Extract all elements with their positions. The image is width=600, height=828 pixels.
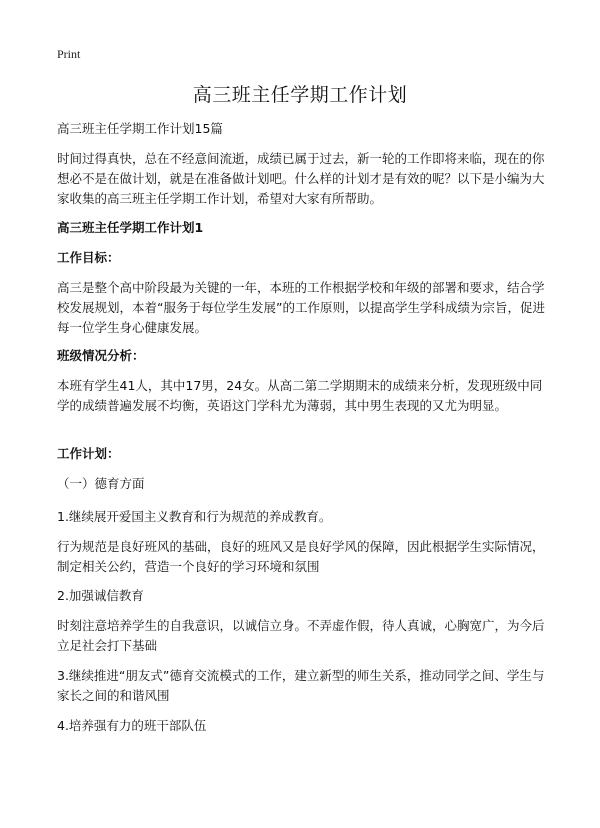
intro-paragraph: 时间过得真快，总在不经意间流逝，成绩已属于过去，新一轮的工作即将来临，现在的你想必不是在做计划，就是在准备做计划吧。什么样的计划才是有效的呢？以下是小编为大家收集的高三班主任学期工作计划，希望对大家有所帮助。	[57, 151, 545, 206]
page-title: 高三班主任学期工作计划	[192, 84, 408, 106]
plan-item-4: 4.培养强有力的班干部队伍	[57, 718, 207, 733]
plan-item-3: 3.继续推进“朋友式”德育交流模式的工作，建立新型的师生关系，推动同学之间、学生与家长之间的和谐风围	[57, 668, 545, 703]
analysis-paragraph: 本班有学生41人，其中17男，24女。从高二第二学期期末的成绩来分析，发现班级中同学的成绩普遍发展不均衡，英语这门学科尤为薄弱，其中男生表现的又尤为明显。	[57, 378, 543, 413]
print-label: Print	[57, 47, 81, 61]
plan-item-1-text: 行为规范是良好班风的基础，良好的班风又是良好学风的保障，因此根据学生实际情况，制定相关公约，营造一个良好的学习环境和氛围	[57, 539, 545, 574]
plan-item-2-text: 时刻注意培养学生的自我意识，以诚信立身。不弄虚作假，待人真诚，心胸宽广，为今后立足社会打下基础	[57, 618, 545, 653]
goal-heading: 工作目标：	[57, 250, 120, 265]
plan-subheading: （一）德育方面	[57, 476, 145, 491]
subtitle: 高三班主任学期工作计划15篇	[57, 121, 223, 136]
plan-item-2: 2.加强诚信教育	[57, 588, 144, 603]
goal-paragraph: 高三是整个高中阶段最为关键的一年，本班的工作根据学校和年级的部署和要求，结合学校发展规划，本着“服务于每位学生发展”的工作原则，以提高学生学科成绩为宗旨，促进每一位学生身心健康发展。	[57, 280, 545, 335]
plan-item-1: 1.继续展开爱国主义教育和行为规范的养成教育。	[57, 509, 332, 524]
section-heading: 高三班主任学期工作计划1	[57, 220, 204, 235]
plan-heading: 工作计划：	[57, 446, 120, 461]
analysis-heading: 班级情况分析：	[57, 348, 145, 363]
